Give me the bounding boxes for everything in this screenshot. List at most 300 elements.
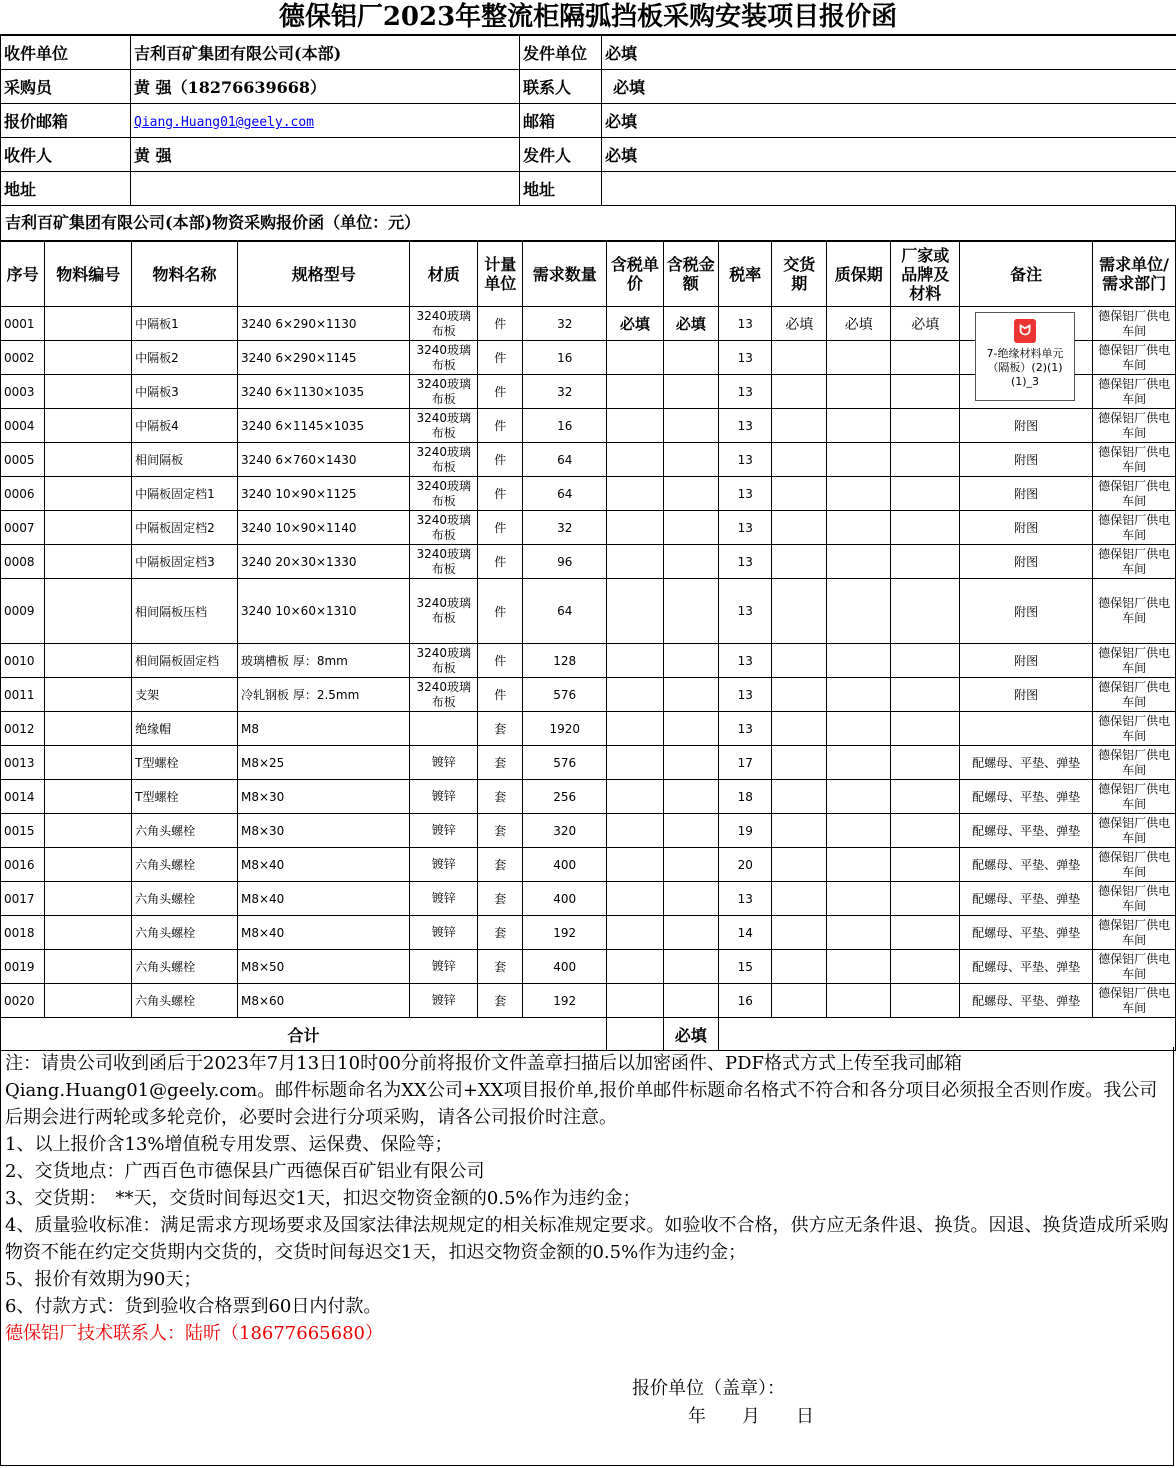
cell-note: 附图	[960, 511, 1093, 545]
page-title: 德保铝厂2023年整流柜隔弧挡板采购安装项目报价函	[0, 0, 1176, 35]
cell-unit: 套	[478, 780, 523, 814]
cell-price[interactable]	[607, 443, 663, 477]
cell-no: 0008	[1, 545, 45, 579]
cell-name: 中隔板1	[132, 307, 238, 341]
cell-delivery[interactable]: 必填	[772, 307, 826, 341]
cell-brand[interactable]	[891, 511, 960, 545]
cell-mat: 3240玻璃布板	[410, 307, 478, 341]
cell-name: 六角头螺栓	[132, 882, 238, 916]
cell-note: 配螺母、平垫、弹垫	[960, 814, 1093, 848]
cell-note: 配螺母、平垫、弹垫	[960, 848, 1093, 882]
cell-warranty[interactable]	[826, 882, 891, 916]
cell-dept: 德保铝厂供电车间	[1093, 882, 1176, 916]
cell-name: 六角头螺栓	[132, 848, 238, 882]
cell-unit: 件	[478, 545, 523, 579]
cell-spec: 3240 10×90×1125	[238, 477, 410, 511]
quote-email-link[interactable]: Qiang.Huang01@geely.com	[134, 115, 315, 130]
cell-name: 相间隔板	[132, 443, 238, 477]
cell-code	[45, 678, 132, 712]
cell-brand[interactable]	[891, 814, 960, 848]
cell-brand[interactable]	[891, 848, 960, 882]
send-unit-field[interactable]: 必填	[602, 36, 1176, 70]
cell-unit: 件	[478, 375, 523, 409]
cell-qty: 32	[523, 307, 607, 341]
cell-warranty[interactable]	[826, 950, 891, 984]
cell-code	[45, 984, 132, 1018]
cell-name: 六角头螺栓	[132, 984, 238, 1018]
cell-price[interactable]	[607, 950, 663, 984]
cell-mat: 3240玻璃布板	[410, 678, 478, 712]
cell-brand[interactable]	[891, 409, 960, 443]
cell-dept: 德保铝厂供电车间	[1093, 341, 1176, 375]
cell-note: 附图	[960, 545, 1093, 579]
address2-field[interactable]	[602, 172, 1176, 206]
cell-brand[interactable]: 必填	[891, 307, 960, 341]
cell-qty: 64	[523, 579, 607, 644]
cell-brand[interactable]	[891, 950, 960, 984]
cell-warranty[interactable]	[826, 678, 891, 712]
cell-code	[45, 341, 132, 375]
cell-delivery[interactable]	[772, 409, 826, 443]
attachment-label: 7-绝缘材料单元（隔板）(2)(1)(1)_3	[986, 347, 1064, 388]
cell-tax: 13	[719, 409, 772, 443]
cell-amount[interactable]	[663, 579, 718, 644]
cell-price[interactable]	[607, 848, 663, 882]
recv-unit-label: 收件单位	[1, 36, 131, 70]
cell-dept: 德保铝厂供电车间	[1093, 848, 1176, 882]
cell-price[interactable]	[607, 984, 663, 1018]
cell-mat: 3240玻璃布板	[410, 477, 478, 511]
cell-no: 0001	[1, 307, 45, 341]
column-header: 需求单位/需求部门	[1093, 242, 1176, 307]
cell-brand[interactable]	[891, 579, 960, 644]
cell-note: 配螺母、平垫、弹垫	[960, 916, 1093, 950]
cell-amount[interactable]	[663, 644, 718, 678]
cell-amount[interactable]	[663, 746, 718, 780]
cell-mat: 3240玻璃布板	[410, 443, 478, 477]
cell-code	[45, 950, 132, 984]
cell-no: 0018	[1, 916, 45, 950]
address2-label: 地址	[520, 172, 602, 206]
cell-qty: 192	[523, 984, 607, 1018]
note-paragraph: 3、交货期： **天，交货时间每迟交1天，扣迟交物资金额的0.5%作为违约金；	[5, 1188, 641, 1209]
cell-amount[interactable]	[663, 848, 718, 882]
cell-mat: 镀锌	[410, 882, 478, 916]
column-header: 物料编号	[45, 242, 132, 307]
cell-code	[45, 746, 132, 780]
cell-delivery[interactable]	[772, 477, 826, 511]
cell-price[interactable]	[607, 678, 663, 712]
table-row	[1, 950, 1176, 984]
cell-price[interactable]	[607, 780, 663, 814]
cell-unit: 套	[478, 984, 523, 1018]
cell-qty: 1920	[523, 712, 607, 746]
attachment-object[interactable]	[975, 312, 1075, 401]
cell-note: 附图	[960, 579, 1093, 644]
cell-warranty[interactable]	[826, 984, 891, 1018]
receiver-value: 黄 强	[131, 138, 520, 172]
cell-code	[45, 443, 132, 477]
cell-name: 中隔板2	[132, 341, 238, 375]
cell-spec: M8×50	[238, 950, 410, 984]
quote-unit-stamp: 报价单位（盖章）：	[632, 1378, 785, 1399]
cell-no: 0020	[1, 984, 45, 1018]
cell-name: T型螺栓	[132, 746, 238, 780]
total-empty	[607, 1018, 663, 1051]
table-row	[1, 409, 1176, 443]
cell-qty: 64	[523, 477, 607, 511]
cell-mat: 3240玻璃布板	[410, 644, 478, 678]
receiver-label: 收件人	[1, 138, 131, 172]
cell-price[interactable]	[607, 545, 663, 579]
cell-warranty[interactable]	[826, 780, 891, 814]
cell-dept: 德保铝厂供电车间	[1093, 409, 1176, 443]
cell-brand[interactable]	[891, 678, 960, 712]
cell-mat: 镀锌	[410, 780, 478, 814]
cell-delivery[interactable]	[772, 443, 826, 477]
cell-brand[interactable]	[891, 644, 960, 678]
cell-qty: 16	[523, 341, 607, 375]
address-value	[131, 172, 520, 206]
cell-note: 附图	[960, 644, 1093, 678]
contact-field[interactable]	[602, 70, 1176, 104]
cell-code	[45, 882, 132, 916]
cell-spec: 3240 10×90×1140	[238, 511, 410, 545]
cell-mat: 3240玻璃布板	[410, 375, 478, 409]
cell-price[interactable]	[607, 409, 663, 443]
cell-qty: 64	[523, 443, 607, 477]
cell-no: 0014	[1, 780, 45, 814]
cell-warranty[interactable]	[826, 848, 891, 882]
cell-delivery[interactable]	[772, 984, 826, 1018]
cell-delivery[interactable]	[772, 780, 826, 814]
cell-warranty[interactable]	[826, 341, 891, 375]
cell-delivery[interactable]	[772, 644, 826, 678]
cell-spec: M8×30	[238, 780, 410, 814]
recv-unit-value: 吉利百矿集团有限公司(本部)	[131, 36, 520, 70]
cell-delivery[interactable]	[772, 579, 826, 644]
cell-unit: 件	[478, 341, 523, 375]
cell-name: 六角头螺栓	[132, 916, 238, 950]
cell-tax: 16	[719, 984, 772, 1018]
cell-tax: 18	[719, 780, 772, 814]
notes-section	[0, 1047, 1174, 1466]
cell-warranty[interactable]	[826, 477, 891, 511]
sign-date: 年 月 日	[688, 1406, 814, 1427]
cell-note: 附图	[960, 477, 1093, 511]
cell-note: 附图	[960, 678, 1093, 712]
cell-amount[interactable]	[663, 712, 718, 746]
cell-spec: M8×40	[238, 848, 410, 882]
table-row	[1, 848, 1176, 882]
cell-dept: 德保铝厂供电车间	[1093, 375, 1176, 409]
cell-spec: M8×40	[238, 882, 410, 916]
cell-brand[interactable]	[891, 882, 960, 916]
cell-unit: 套	[478, 882, 523, 916]
table-row	[1, 644, 1176, 678]
cell-warranty[interactable]: 必填	[826, 307, 891, 341]
cell-delivery[interactable]	[772, 678, 826, 712]
cell-brand[interactable]	[891, 375, 960, 409]
cell-price[interactable]	[607, 814, 663, 848]
cell-mat: 镀锌	[410, 848, 478, 882]
cell-unit: 套	[478, 950, 523, 984]
table-row	[1, 746, 1176, 780]
cell-warranty[interactable]	[826, 375, 891, 409]
cell-qty: 400	[523, 848, 607, 882]
cell-warranty[interactable]	[826, 443, 891, 477]
cell-price[interactable]	[607, 644, 663, 678]
cell-unit: 套	[478, 712, 523, 746]
cell-warranty[interactable]	[826, 746, 891, 780]
cell-brand[interactable]	[891, 477, 960, 511]
cell-unit: 件	[478, 477, 523, 511]
cell-delivery[interactable]	[772, 545, 826, 579]
cell-no: 0012	[1, 712, 45, 746]
cell-unit: 套	[478, 916, 523, 950]
cell-delivery[interactable]	[772, 341, 826, 375]
cell-amount[interactable]	[663, 984, 718, 1018]
cell-spec: 3240 20×30×1330	[238, 545, 410, 579]
cell-name: 中隔板固定档1	[132, 477, 238, 511]
address-label: 地址	[1, 172, 131, 206]
cell-note: 配螺母、平垫、弹垫	[960, 984, 1093, 1018]
cell-amount[interactable]	[663, 882, 718, 916]
cell-tax: 13	[719, 712, 772, 746]
table-row	[1, 579, 1176, 644]
cell-spec: M8×30	[238, 814, 410, 848]
table-row	[1, 511, 1176, 545]
note-paragraph: 5、报价有效期为90天；	[5, 1269, 202, 1290]
cell-delivery[interactable]	[772, 814, 826, 848]
cell-qty: 16	[523, 409, 607, 443]
cell-warranty[interactable]	[826, 814, 891, 848]
table-row	[1, 814, 1176, 848]
cell-price[interactable]	[607, 477, 663, 511]
cell-dept: 德保铝厂供电车间	[1093, 950, 1176, 984]
cell-amount[interactable]	[663, 511, 718, 545]
cell-amount[interactable]	[663, 545, 718, 579]
cell-amount[interactable]	[663, 814, 718, 848]
cell-no: 0004	[1, 409, 45, 443]
cell-tax: 13	[719, 307, 772, 341]
sender-info-table	[0, 35, 1176, 206]
email-label: 邮箱	[520, 104, 602, 138]
cell-price[interactable]	[607, 746, 663, 780]
cell-brand[interactable]	[891, 916, 960, 950]
cell-dept: 德保铝厂供电车间	[1093, 511, 1176, 545]
cell-code	[45, 780, 132, 814]
cell-unit: 件	[478, 511, 523, 545]
cell-tax: 13	[719, 678, 772, 712]
sender-field[interactable]: 必填	[602, 138, 1176, 172]
cell-warranty[interactable]	[826, 511, 891, 545]
cell-brand[interactable]	[891, 746, 960, 780]
cell-tax: 13	[719, 375, 772, 409]
cell-no: 0016	[1, 848, 45, 882]
cell-brand[interactable]	[891, 780, 960, 814]
cell-dept: 德保铝厂供电车间	[1093, 307, 1176, 341]
table-row	[1, 984, 1176, 1018]
cell-dept: 德保铝厂供电车间	[1093, 984, 1176, 1018]
cell-tax: 13	[719, 545, 772, 579]
cell-no: 0009	[1, 579, 45, 644]
cell-spec: 玻璃槽板 厚：8mm	[238, 644, 410, 678]
cell-spec: 3240 6×760×1430	[238, 443, 410, 477]
sender-label: 发件人	[520, 138, 602, 172]
cell-no: 0010	[1, 644, 45, 678]
table-header-row	[1, 242, 1176, 307]
cell-note: 配螺母、平垫、弹垫	[960, 746, 1093, 780]
cell-amount[interactable]	[663, 477, 718, 511]
cell-delivery[interactable]	[772, 916, 826, 950]
cell-unit: 件	[478, 443, 523, 477]
cell-amount[interactable]	[663, 375, 718, 409]
cell-delivery[interactable]	[772, 375, 826, 409]
cell-code	[45, 545, 132, 579]
cell-tax: 13	[719, 644, 772, 678]
cell-name: 相间隔板压档	[132, 579, 238, 644]
signature-block	[632, 1375, 814, 1431]
cell-delivery[interactable]	[772, 712, 826, 746]
cell-warranty[interactable]	[826, 644, 891, 678]
cell-code	[45, 579, 132, 644]
cell-price[interactable]	[607, 882, 663, 916]
cell-name: 中隔板固定档2	[132, 511, 238, 545]
cell-amount[interactable]	[663, 678, 718, 712]
cell-code	[45, 511, 132, 545]
cell-price[interactable]: 必填	[607, 307, 663, 341]
email-field[interactable]: 必填	[602, 104, 1176, 138]
cell-amount[interactable]	[663, 443, 718, 477]
cell-dept: 德保铝厂供电车间	[1093, 712, 1176, 746]
cell-qty: 400	[523, 882, 607, 916]
cell-price[interactable]	[607, 375, 663, 409]
column-header: 计量单位	[478, 242, 523, 307]
cell-dept: 德保铝厂供电车间	[1093, 746, 1176, 780]
cell-amount[interactable]	[663, 341, 718, 375]
cell-delivery[interactable]	[772, 882, 826, 916]
cell-price[interactable]	[607, 341, 663, 375]
cell-qty: 576	[523, 678, 607, 712]
column-header: 含税金额	[663, 242, 718, 307]
cell-unit: 套	[478, 746, 523, 780]
cell-qty: 192	[523, 916, 607, 950]
table-row	[1, 443, 1176, 477]
cell-code	[45, 916, 132, 950]
cell-amount[interactable]: 必填	[663, 307, 718, 341]
cell-name: 相间隔板固定档	[132, 644, 238, 678]
cell-unit: 件	[478, 307, 523, 341]
cell-delivery[interactable]	[772, 950, 826, 984]
cell-mat: 3240玻璃布板	[410, 545, 478, 579]
quote-email-label: 报价邮箱	[1, 104, 131, 138]
cell-name: 中隔板固定档3	[132, 545, 238, 579]
cell-warranty[interactable]	[826, 409, 891, 443]
cell-dept: 德保铝厂供电车间	[1093, 443, 1176, 477]
cell-price[interactable]	[607, 916, 663, 950]
cell-price[interactable]	[607, 712, 663, 746]
cell-delivery[interactable]	[772, 511, 826, 545]
cell-amount[interactable]	[663, 780, 718, 814]
note-paragraph: 1、以上报价含13%增值税专用发票、运保费、保险等；	[5, 1134, 453, 1155]
cell-dept: 德保铝厂供电车间	[1093, 916, 1176, 950]
cell-note: 附图	[960, 443, 1093, 477]
total-row	[1, 1018, 1176, 1051]
cell-spec: 3240 6×1145×1035	[238, 409, 410, 443]
cell-price[interactable]	[607, 511, 663, 545]
cell-name: T型螺栓	[132, 780, 238, 814]
total-label: 合计	[1, 1018, 607, 1051]
total-amount-field[interactable]: 必填	[663, 1018, 718, 1051]
cell-mat	[410, 712, 478, 746]
cell-amount[interactable]	[663, 916, 718, 950]
cell-amount[interactable]	[663, 409, 718, 443]
cell-code	[45, 644, 132, 678]
cell-dept: 德保铝厂供电车间	[1093, 814, 1176, 848]
note-paragraph: 2、交货地点：广西百色市德保县广西德保百矿铝业有限公司	[5, 1161, 485, 1182]
cell-tax: 13	[719, 882, 772, 916]
cell-delivery[interactable]	[772, 848, 826, 882]
cell-code	[45, 814, 132, 848]
cell-name: 中隔板4	[132, 409, 238, 443]
cell-name: 绝缘帽	[132, 712, 238, 746]
cell-brand[interactable]	[891, 984, 960, 1018]
cell-warranty[interactable]	[826, 712, 891, 746]
cell-no: 0002	[1, 341, 45, 375]
cell-mat: 3240玻璃布板	[410, 341, 478, 375]
cell-unit: 套	[478, 848, 523, 882]
column-header: 物料名称	[132, 242, 238, 307]
cell-unit: 件	[478, 644, 523, 678]
cell-brand[interactable]	[891, 712, 960, 746]
cell-spec: 冷轧钢板 厚：2.5mm	[238, 678, 410, 712]
tech-contact: 德保铝厂技术联系人：陆昕（18677665680）	[5, 1323, 383, 1344]
cell-warranty[interactable]	[826, 545, 891, 579]
column-header: 规格型号	[238, 242, 410, 307]
cell-mat: 3240玻璃布板	[410, 579, 478, 644]
cell-code	[45, 409, 132, 443]
buyer-value: 黄 强（18276639668）	[131, 70, 520, 104]
table-row	[1, 712, 1176, 746]
cell-brand[interactable]	[891, 341, 960, 375]
cell-unit: 件	[478, 678, 523, 712]
table-row	[1, 545, 1176, 579]
cell-brand[interactable]	[891, 443, 960, 477]
cell-dept: 德保铝厂供电车间	[1093, 644, 1176, 678]
cell-no: 0019	[1, 950, 45, 984]
column-header: 备注	[960, 242, 1093, 307]
cell-brand[interactable]	[891, 545, 960, 579]
cell-mat: 镀锌	[410, 916, 478, 950]
cell-amount[interactable]	[663, 950, 718, 984]
cell-code	[45, 712, 132, 746]
cell-spec: M8	[238, 712, 410, 746]
column-header: 质保期	[826, 242, 891, 307]
contact-label: 联系人	[520, 70, 602, 104]
table-row	[1, 780, 1176, 814]
cell-tax: 20	[719, 848, 772, 882]
cell-tax: 13	[719, 477, 772, 511]
cell-delivery[interactable]	[772, 746, 826, 780]
cell-tax: 19	[719, 814, 772, 848]
cell-dept: 德保铝厂供电车间	[1093, 678, 1176, 712]
cell-price[interactable]	[607, 579, 663, 644]
cell-warranty[interactable]	[826, 579, 891, 644]
cell-warranty[interactable]	[826, 916, 891, 950]
cell-qty: 256	[523, 780, 607, 814]
cell-no: 0005	[1, 443, 45, 477]
